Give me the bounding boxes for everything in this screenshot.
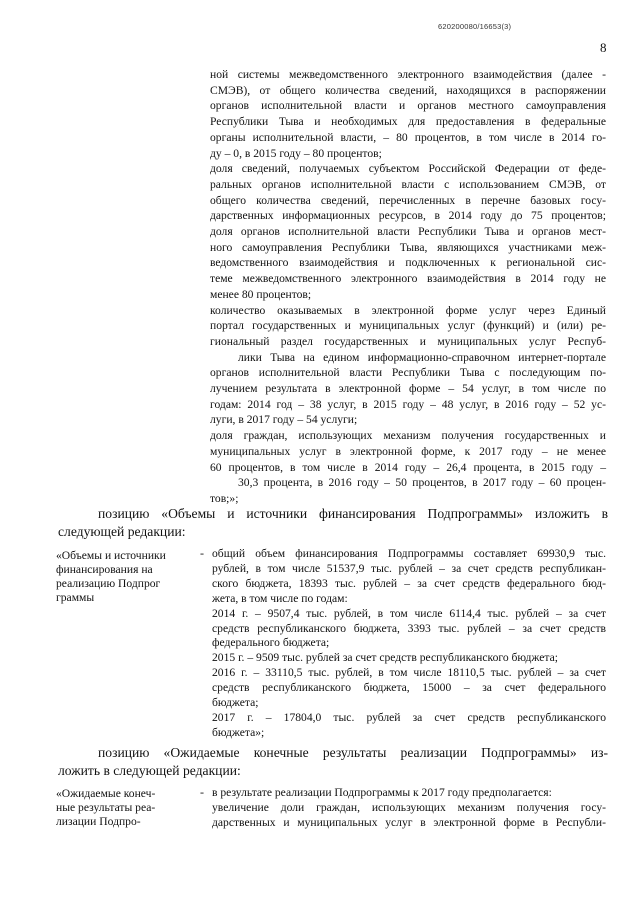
- text-line: ной системы межведомственного электронного взаимодействия (далее -: [210, 68, 606, 81]
- text-line: бюджета»;: [212, 725, 265, 739]
- text-line: луги, в 2017 году – 54 услуги;: [210, 413, 358, 427]
- document-code: 620200080/16653(3): [438, 22, 512, 31]
- text-line: органы исполнительной власти, – 80 процентов, в том числе в 2014 го-: [210, 130, 606, 144]
- text-line: органов исполнительной власти Республики Тыва с последующим по-: [210, 366, 606, 380]
- text-line: Республики Тыва и необходимых для предоставления в федеральные: [210, 115, 606, 129]
- label-line: «Объемы и источники: [56, 549, 166, 562]
- text-line: органов исполнительной власти и органов местного самоуправления: [210, 99, 606, 113]
- text-line: 2016 г. – 33110,5 тыс. рублей, в том числе 18110,5 тыс. рублей – за счет: [212, 666, 606, 680]
- label-line: финансирования на: [56, 563, 153, 576]
- text-line: увеличение доли граждан, использующих механизм получения госу-: [212, 800, 606, 814]
- text-line: тов;»;: [210, 491, 239, 505]
- text-line: лики Тыва на едином информационно-справочном интернет-портале: [238, 350, 606, 364]
- label-line: реализацию Подпрог: [56, 577, 161, 590]
- text-line: ного самоуправления Республики Тыва, являющихся участниками меж-: [210, 240, 606, 254]
- text-line: лучением результата в электронной форме – 54 услуг, в том числе по: [210, 382, 606, 396]
- text-line: доля органов исполнительной власти Республики Тыва и органов мест-: [210, 225, 606, 239]
- text-line: общего количества сведений, перечисленных в перечне базовых госу-: [210, 193, 606, 207]
- text-line: 2014 г. – 9507,4 тыс. рублей, в том числе 6114,4 тыс. рублей – за счет: [212, 606, 606, 620]
- text-line: ведомственного взаимодействия и подключенных к региональной сис-: [210, 256, 606, 270]
- text-line: портал государственных и муниципальных услуг (функций) и (или) ре-: [210, 319, 606, 333]
- paragraph-line: ложить в следующей редакции:: [58, 763, 241, 778]
- text-line: 2017 г. – 17804,0 тыс. рублей за счет средств республиканского: [212, 710, 606, 724]
- text-line: дарственных и муниципальных услуг в электронной форме в Республи-: [212, 815, 606, 829]
- text-line: гиональный раздел государственных и муниципальных услуг Респуб-: [210, 334, 606, 348]
- text-line: доля сведений, получаемых субъектом Российской Федерации от феде-: [210, 162, 606, 176]
- text-line: дарственных информационных ресурсов, в 2014 году до 75 процентов;: [210, 209, 606, 223]
- funding-dash: -: [200, 546, 204, 560]
- results-text: [212, 786, 606, 831]
- text-line: федерального бюджета;: [212, 636, 330, 650]
- funding-label: [56, 549, 166, 605]
- label-line: «Ожидаемые конеч-: [56, 787, 156, 800]
- paragraph-line: позицию «Ожидаемые конечные результаты реализации Подпрограммы» из-: [98, 745, 608, 760]
- text-line: бюджета;: [212, 696, 259, 710]
- text-line: доля граждан, использующих механизм получения государственных и: [210, 429, 606, 443]
- results-label: [56, 787, 155, 829]
- label-line: лизации Подпро-: [56, 815, 141, 828]
- text-line: количество оказываемых в электронной форме услуг через Единый: [210, 303, 606, 317]
- page-number: 8: [600, 40, 607, 55]
- results-heading-paragraph: [58, 744, 608, 780]
- text-line: жета, в том числе по годам:: [212, 591, 348, 605]
- text-line: в результате реализации Подпрограммы к 2017 году предполагается:: [212, 786, 552, 799]
- indicators-block: [210, 67, 606, 507]
- text-line: средств республиканского бюджета, 15000 – за счет федерального: [212, 681, 606, 695]
- text-line: 30,3 процента, в 2016 году – 50 процентов, в 2017 году – 60 процен-: [238, 476, 606, 490]
- text-line: 60 процентов, в том числе в 2014 году – 26,4 процента, в 2015 году –: [210, 460, 606, 474]
- text-line: менее 80 процентов;: [210, 287, 312, 301]
- text-line: теме межведомственного электронного взаимодействия в 2014 году не: [210, 272, 606, 286]
- text-line: СМЭВ), от общего количества сведений, находящихся в распоряжении: [210, 83, 606, 97]
- label-line: граммы: [56, 591, 95, 604]
- label-line: ные результаты реа-: [56, 801, 156, 814]
- funding-heading-paragraph: [58, 505, 608, 541]
- text-line: 2015 г. – 9509 тыс. рублей за счет средств республиканского бюджета;: [212, 651, 558, 665]
- text-line: средств республиканского бюджета, 3393 тыс. рублей – за счет средств: [212, 621, 606, 635]
- paragraph-line: позицию «Объемы и источники финансирования Подпрограммы» изложить в: [98, 506, 608, 521]
- funding-text: [212, 547, 606, 741]
- text-line: годам: 2014 год – 38 услуг, в 2015 году – 48 услуг, в 2016 году – 52 ус-: [210, 397, 606, 411]
- text-line: ского бюджета, 18393 тыс. рублей – за счет средств федерального бюд-: [212, 576, 606, 590]
- text-line: рублей, в том числе 51537,9 тыс. рублей – за счет средств республикан-: [212, 561, 606, 575]
- text-line: общий объем финансирования Подпрограммы составляет 69930,9 тыс.: [212, 547, 606, 560]
- text-line: муниципальных услуг в электронной форме, к 2017 году – не менее: [210, 444, 606, 458]
- text-line: ду – 0, в 2015 году – 80 процентов;: [210, 146, 382, 160]
- paragraph-line: следующей редакции:: [58, 524, 186, 539]
- text-line: ральных органов исполнительной власти с использованием СМЭВ, от: [210, 177, 606, 191]
- results-dash: -: [200, 785, 204, 799]
